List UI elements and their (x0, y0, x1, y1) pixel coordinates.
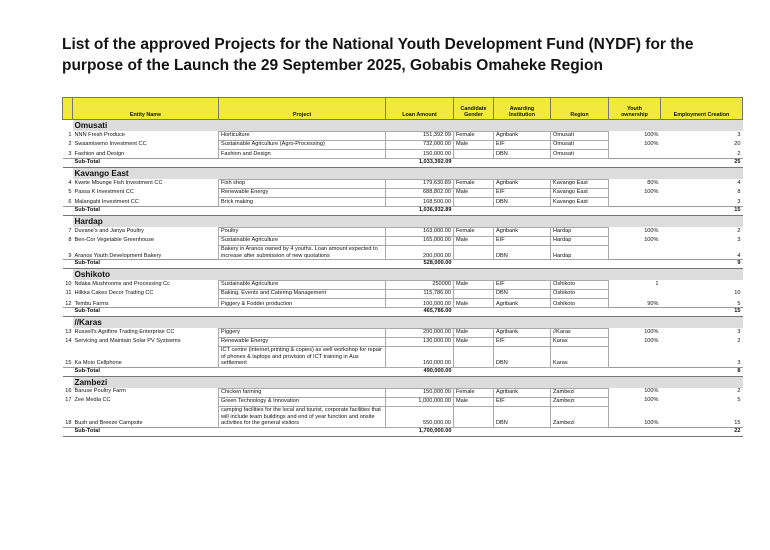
loan-amount: 165,000.00 (386, 237, 454, 246)
employment-creation: 20 (734, 140, 741, 147)
region-cell: Omusati (551, 141, 609, 150)
row-number: 10 (65, 280, 72, 287)
region-cell: Kavango East (551, 180, 609, 189)
project-description: Fish shop (219, 180, 386, 189)
subtotal-label: Sub-Total (73, 159, 219, 168)
region-cell: Oshikoto (551, 281, 609, 290)
loan-amount: 688,802.00 (386, 189, 454, 198)
header-entity: Entity Name (73, 98, 219, 120)
loan-amount: 1,000,000.00 (386, 397, 454, 406)
loan-amount: 151,392.09 (386, 132, 454, 141)
entity-name: Bush and Breeze Campsite (74, 420, 143, 427)
region-header-row (63, 376, 743, 388)
awarding-institution: DBN (494, 406, 551, 427)
candidate-gender (454, 246, 494, 260)
region-cell: Kavango East (551, 189, 609, 198)
loan-amount: 150,000.00 (386, 388, 454, 397)
employment-creation: 10 (734, 289, 741, 296)
employment-creation: 3 (737, 131, 741, 138)
subtotal-spacer (454, 207, 661, 216)
project-description: camping facilities for the local and tourist, corporate facilities that will include team buildings and end of year function and onsite activities for the general visitors (219, 406, 386, 427)
youth-ownership: 1 (655, 280, 659, 287)
region-spacer (63, 168, 73, 180)
subtotal-row (63, 427, 743, 436)
subtotal-employment: 25 (661, 159, 743, 168)
header-project: Project (219, 98, 386, 120)
table-row (63, 397, 743, 406)
candidate-gender: Male (454, 397, 494, 406)
row-number: 15 (65, 360, 72, 367)
youth-ownership: 100% (644, 337, 659, 344)
project-description: Brick making (219, 198, 386, 207)
row-number: 16 (65, 388, 72, 395)
project-description: Green Technology & Innovation (219, 397, 386, 406)
header-gender-l2: Gender (464, 111, 483, 118)
employment-creation: 4 (737, 252, 741, 259)
header-institution-l1: Awarding (509, 105, 535, 112)
row-number: 18 (65, 420, 72, 427)
region-name: Kavango East (73, 168, 743, 180)
entity-name: Passa K Investment CC (74, 188, 134, 195)
candidate-gender (454, 347, 494, 368)
project-description: Sustainable Agriculture (Agro-Processing) (219, 141, 386, 150)
employment-creation: 8 (737, 188, 741, 195)
candidate-gender: Male (454, 141, 494, 150)
entity-name: Ka Moio Cellphone (74, 360, 122, 367)
subtotal-employment: 15 (661, 308, 743, 317)
loan-amount: 179,630.89 (386, 180, 454, 189)
loan-amount: 150,000.00 (386, 150, 454, 159)
loan-amount: 163,000.00 (386, 228, 454, 237)
subtotal-spacer (219, 427, 386, 436)
row-number: 2 (68, 140, 72, 147)
table-row (63, 189, 743, 198)
entity-name: Baruse Poultry Farm (74, 388, 126, 395)
loan-amount: 168,500.00 (386, 198, 454, 207)
region-spacer (63, 120, 73, 132)
youth-ownership (609, 246, 661, 260)
employment-creation: 4 (737, 179, 741, 186)
region-name: Zambezi (73, 376, 743, 388)
subtotal-row (63, 367, 743, 376)
awarding-institution: DBN (494, 347, 551, 368)
table-row (63, 132, 743, 141)
region-cell: Hardap (551, 246, 609, 260)
awarding-institution: EIF (494, 281, 551, 290)
region-spacer (63, 216, 73, 228)
header-gender (454, 98, 494, 120)
region-header-row (63, 120, 743, 132)
employment-creation: 3 (737, 328, 741, 335)
project-description: Baking, Events and Catering Management (219, 290, 386, 299)
awarding-institution: EIF (494, 141, 551, 150)
project-description: Horticulture (219, 132, 386, 141)
entity-name: Malangahi Investment CC (74, 199, 139, 206)
subtotal-loan: 1,700,000.00 (386, 427, 454, 436)
employment-creation: 5 (737, 300, 741, 307)
row-number: 11 (65, 289, 72, 296)
region-cell: Karas (551, 338, 609, 347)
project-description: Sustainable Agriculture (219, 281, 386, 290)
region-cell: Zambezi (551, 388, 609, 397)
youth-ownership: 100% (644, 420, 659, 427)
header-ownership (609, 98, 661, 120)
table-row (63, 228, 743, 237)
youth-ownership: 100% (644, 140, 659, 147)
subtotal-spacer (63, 367, 73, 376)
row-number: 13 (65, 328, 72, 335)
row-number: 9 (68, 252, 72, 259)
subtotal-spacer (454, 308, 661, 317)
subtotal-spacer (219, 159, 386, 168)
region-cell: Karas (551, 347, 609, 368)
subtotal-employment: 15 (661, 207, 743, 216)
region-cell: Omusati (551, 132, 609, 141)
table-row (63, 299, 743, 308)
region-spacer (63, 317, 73, 329)
entity-name: Ndaka Mushrooms and Processing Cc (74, 280, 170, 287)
project-description: Piggery (219, 329, 386, 338)
table-row (63, 150, 743, 159)
subtotal-label: Sub-Total (73, 260, 219, 269)
region-header-row (63, 168, 743, 180)
awarding-institution: Agribank (494, 228, 551, 237)
row-number: 3 (68, 151, 72, 158)
subtotal-spacer (454, 260, 661, 269)
awarding-institution: DBN (494, 150, 551, 159)
loan-amount: 160,000.00 (386, 347, 454, 368)
candidate-gender: Male (454, 338, 494, 347)
table-body (63, 120, 743, 437)
candidate-gender: Male (454, 281, 494, 290)
employment-creation: 3 (737, 236, 741, 243)
subtotal-spacer (219, 207, 386, 216)
row-number: 12 (65, 300, 72, 307)
region-cell: //Karas (551, 329, 609, 338)
region-cell: Zambezi (551, 406, 609, 427)
subtotal-label: Sub-Total (73, 367, 219, 376)
employment-creation: 15 (734, 420, 741, 427)
entity-name: Hilkka Cakes Decor Trading CC (74, 289, 154, 296)
subtotal-row (63, 207, 743, 216)
employment-creation: 3 (737, 360, 741, 367)
project-description: Piggery & Fodder production (219, 299, 386, 308)
table-header-row (63, 98, 743, 120)
entity-name: Swaamisemo Investment CC (74, 140, 147, 147)
subtotal-spacer (219, 367, 386, 376)
subtotal-spacer (219, 260, 386, 269)
loan-amount: 732,000.00 (386, 141, 454, 150)
header-loan: Loan Amount (386, 98, 454, 120)
awarding-institution: EIF (494, 189, 551, 198)
entity-name: Duvane's and Janya Poultry (74, 227, 144, 234)
subtotal-spacer (63, 207, 73, 216)
candidate-gender: Male (454, 329, 494, 338)
candidate-gender (454, 290, 494, 299)
awarding-institution: Agribank (494, 180, 551, 189)
youth-ownership: 90% (647, 300, 659, 307)
youth-ownership: 100% (644, 236, 659, 243)
youth-ownership: 100% (644, 227, 659, 234)
entity-name: Ben-Cor Vegetable Greenhouse (74, 236, 155, 243)
entity-name: Zee Media CC (74, 397, 111, 404)
project-description: Sustainable Agriculture (219, 237, 386, 246)
region-header-row (63, 216, 743, 228)
subtotal-label: Sub-Total (73, 308, 219, 317)
candidate-gender (454, 406, 494, 427)
awarding-institution: EIF (494, 237, 551, 246)
region-header-row (63, 317, 743, 329)
header-region: Region (551, 98, 609, 120)
entity-name: NNN Fresh Produce (74, 131, 125, 138)
loan-amount: 550,000.00 (386, 406, 454, 427)
table-row (63, 347, 743, 368)
region-cell: Oshikoto (551, 299, 609, 308)
subtotal-row (63, 260, 743, 269)
region-name: Omusati (73, 120, 743, 132)
subtotal-spacer (219, 308, 386, 317)
table-row (63, 246, 743, 260)
subtotal-spacer (63, 427, 73, 436)
entity-name: Kwete Mbunge Fish Investment CC (74, 179, 163, 186)
project-description: Fashion and Design (219, 150, 386, 159)
loan-amount: 130,000.00 (386, 338, 454, 347)
candidate-gender: Male (454, 237, 494, 246)
header-institution (494, 98, 551, 120)
youth-ownership (609, 150, 661, 159)
candidate-gender (454, 150, 494, 159)
subtotal-loan: 1,033,392.09 (386, 159, 454, 168)
row-number: 17 (65, 397, 72, 404)
candidate-gender: Male (454, 189, 494, 198)
project-description: Chicken farming (219, 388, 386, 397)
awarding-institution: Agribank (494, 388, 551, 397)
employment-creation: 2 (737, 337, 741, 344)
subtotal-employment: 22 (661, 427, 743, 436)
awarding-institution: DBN (494, 198, 551, 207)
header-institution-l2: Institution (508, 111, 536, 118)
loan-amount: 100,000.00 (386, 299, 454, 308)
youth-ownership (609, 290, 661, 299)
subtotal-employment: 8 (661, 367, 743, 376)
table-row (63, 281, 743, 290)
employment-creation: 5 (737, 397, 741, 404)
projects-table-container (62, 97, 742, 437)
project-description: Renewable Energy (219, 338, 386, 347)
project-description: Bakery in Aranos owned by 4 youths. Loan amount expected to increase after submission of new quotations (219, 246, 386, 260)
table-row (63, 388, 743, 397)
header-ownership-l1: Youth (627, 105, 642, 112)
youth-ownership: 100% (644, 328, 659, 335)
row-number: 1 (68, 131, 72, 138)
awarding-institution: Agribank (494, 132, 551, 141)
table-row (63, 338, 743, 347)
youth-ownership: 100% (644, 397, 659, 404)
row-number: 7 (68, 227, 72, 234)
region-name: Hardap (73, 216, 743, 228)
awarding-institution: DBN (494, 246, 551, 260)
candidate-gender (454, 198, 494, 207)
row-number: 4 (68, 179, 72, 186)
region-name: //Karas (73, 317, 743, 329)
region-header-row (63, 269, 743, 281)
subtotal-loan: 1,036,932.89 (386, 207, 454, 216)
projects-table (62, 97, 743, 437)
subtotal-spacer (454, 159, 661, 168)
awarding-institution: Agribank (494, 329, 551, 338)
employment-creation: 3 (737, 199, 741, 206)
youth-ownership: 100% (644, 131, 659, 138)
subtotal-row (63, 159, 743, 168)
candidate-gender: Male (454, 299, 494, 308)
employment-creation: 2 (737, 388, 741, 395)
youth-ownership (609, 347, 661, 368)
entity-name: Russell's Agrifirre Trading Enterprise CC (74, 328, 175, 335)
subtotal-spacer (63, 260, 73, 269)
awarding-institution: DBN (494, 290, 551, 299)
awarding-institution: EIF (494, 338, 551, 347)
table-row (63, 141, 743, 150)
employment-creation (661, 281, 743, 290)
loan-amount: 250000 (386, 281, 454, 290)
employment-creation: 2 (737, 151, 741, 158)
region-cell: Zambezi (551, 397, 609, 406)
entity-name: Aranos Youth Development Bakery (74, 252, 162, 259)
loan-amount: 200,000.00 (386, 329, 454, 338)
employment-creation: 2 (737, 227, 741, 234)
row-number: 8 (68, 236, 72, 243)
region-spacer (63, 269, 73, 281)
loan-amount: 115,786.00 (386, 290, 454, 299)
subtotal-loan: 465,786.00 (386, 308, 454, 317)
region-spacer (63, 376, 73, 388)
table-row (63, 198, 743, 207)
subtotal-loan: 528,000.00 (386, 260, 454, 269)
title-line-2: purpose of the Launch the 29 September 2025, Gobabis Omaheke Region (62, 57, 603, 74)
region-cell: Omusati (551, 150, 609, 159)
region-name: Oshikoto (73, 269, 743, 281)
title-line-1: List of the approved Projects for the National Youth Development Fund (NYDF) for the (62, 36, 694, 53)
table-row (63, 406, 743, 427)
subtotal-row (63, 308, 743, 317)
project-description: Renewable Energy (219, 189, 386, 198)
region-cell: Kavango East (551, 198, 609, 207)
header-gender-l1: Candidate (460, 105, 487, 112)
project-description: Poultry (219, 228, 386, 237)
header-employment: Employment Creation (661, 98, 743, 120)
subtotal-spacer (454, 427, 661, 436)
document-title (62, 34, 752, 76)
youth-ownership: 80% (647, 179, 659, 186)
youth-ownership: 100% (644, 388, 659, 395)
table-row (63, 329, 743, 338)
project-description: ICT centre (internet,printing & copies) as well workshop for repair of phones & laptops and provision of ICT training in Aus settlement (219, 347, 386, 368)
candidate-gender: Female (454, 180, 494, 189)
region-cell: Hardap (551, 237, 609, 246)
subtotal-label: Sub-Total (73, 207, 219, 216)
entity-name: Servicing and Maintain Solar PV Systsems (74, 337, 181, 344)
region-cell: Oshikoto (551, 290, 609, 299)
subtotal-label: Sub-Total (73, 427, 219, 436)
subtotal-employment: 9 (661, 260, 743, 269)
table-row (63, 290, 743, 299)
candidate-gender: Female (454, 228, 494, 237)
loan-amount: 200,000.00 (386, 246, 454, 260)
awarding-institution: Agribank (494, 299, 551, 308)
awarding-institution: EIF (494, 397, 551, 406)
row-number: 6 (68, 199, 72, 206)
candidate-gender: Female (454, 388, 494, 397)
youth-ownership: 100% (644, 188, 659, 195)
candidate-gender: Female (454, 132, 494, 141)
subtotal-spacer (63, 308, 73, 317)
subtotal-spacer (63, 159, 73, 168)
header-no (63, 98, 73, 120)
row-number: 5 (68, 188, 72, 195)
subtotal-loan: 490,000.00 (386, 367, 454, 376)
header-ownership-l2: ownership (621, 111, 648, 118)
region-cell: Hardap (551, 228, 609, 237)
entity-name: Fashion and Design (74, 151, 125, 158)
entity-name: Tembu Farms (74, 300, 109, 307)
table-row (63, 237, 743, 246)
subtotal-spacer (454, 367, 661, 376)
table-row (63, 180, 743, 189)
youth-ownership (609, 198, 661, 207)
row-number: 14 (65, 337, 72, 344)
